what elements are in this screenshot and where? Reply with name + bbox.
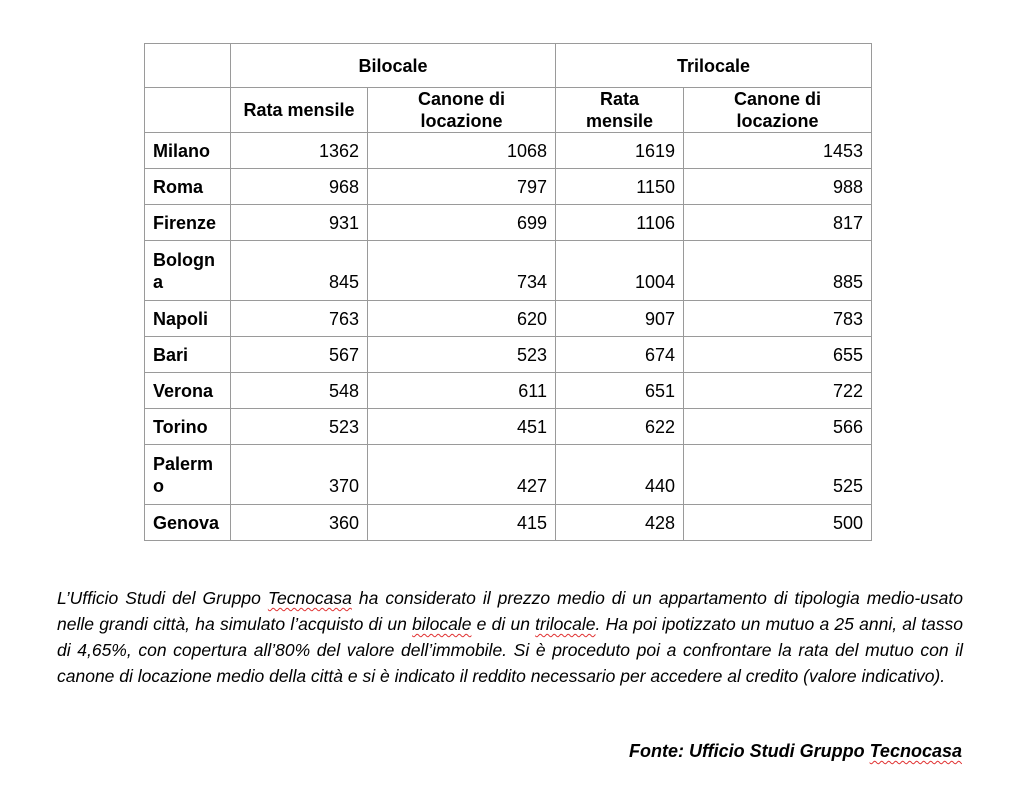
sub-header-rata-trilocale: Rata mensile	[556, 88, 684, 133]
value-cell: 440	[556, 445, 684, 505]
value-cell: 734	[368, 241, 556, 301]
value-cell: 797	[368, 169, 556, 205]
spellcheck-word[interactable]: Tecnocasa	[869, 741, 962, 761]
city-cell: Palermo	[145, 445, 231, 505]
group-header-bilocale: Bilocale	[231, 44, 556, 88]
value-cell: 567	[231, 337, 368, 373]
group-header-trilocale: Trilocale	[556, 44, 872, 88]
city-cell: Firenze	[145, 205, 231, 241]
table-row	[145, 133, 872, 169]
table-row	[145, 241, 872, 301]
paragraph-text: . Ha poi ipotizzato un mutuo a 25 anni, al tasso di 4,65%, con copertura all’80% del valore dell’immobile. Si è proceduto poi a confrontare la rata del mutuo con il canone di locazione medio della città e si è indicato il reddito necessario per accedere al credito (valore indicativo).	[57, 614, 963, 686]
sub-header-canone-trilocale: Canone di locazione	[684, 88, 872, 133]
value-cell: 931	[231, 205, 368, 241]
value-cell: 370	[231, 445, 368, 505]
paragraph-text: ha considerato il prezzo medio di un appartamento di tipologia medio-usato nelle grandi città, ha simulato l’acquisto di un	[57, 588, 963, 634]
value-cell: 525	[684, 445, 872, 505]
city-cell: Torino	[145, 409, 231, 445]
value-cell: 622	[556, 409, 684, 445]
value-cell: 845	[231, 241, 368, 301]
value-cell: 523	[231, 409, 368, 445]
spellcheck-word[interactable]: Tecnocasa	[267, 588, 352, 608]
sub-header-empty	[145, 88, 231, 133]
paragraph-text: e di un	[471, 614, 536, 634]
value-cell: 722	[684, 373, 872, 409]
value-cell: 1068	[368, 133, 556, 169]
value-cell: 360	[231, 505, 368, 541]
value-cell: 988	[684, 169, 872, 205]
corner-cell	[145, 44, 231, 88]
city-cell: Bari	[145, 337, 231, 373]
value-cell: 655	[684, 337, 872, 373]
spellcheck-word[interactable]: bilocale	[412, 614, 472, 634]
table-row	[145, 337, 872, 373]
table-row	[145, 169, 872, 205]
value-cell: 415	[368, 505, 556, 541]
group-header-row	[145, 44, 872, 88]
source-text: Fonte: Ufficio Studi Gruppo	[628, 741, 870, 761]
sub-header-canone-bilocale: Canone di locazione	[368, 88, 556, 133]
city-cell: Roma	[145, 169, 231, 205]
value-cell: 1106	[556, 205, 684, 241]
value-cell: 1619	[556, 133, 684, 169]
value-cell: 907	[556, 301, 684, 337]
value-cell: 451	[368, 409, 556, 445]
value-cell: 817	[684, 205, 872, 241]
value-cell: 699	[368, 205, 556, 241]
methodology-paragraph	[57, 585, 963, 689]
sub-header-rata-bilocale: Rata mensile	[231, 88, 368, 133]
city-cell: Milano	[145, 133, 231, 169]
value-cell: 1004	[556, 241, 684, 301]
table-row	[145, 409, 872, 445]
value-cell: 968	[231, 169, 368, 205]
table-row	[145, 301, 872, 337]
source-line	[629, 738, 962, 764]
sub-header-row	[145, 88, 872, 133]
value-cell: 427	[368, 445, 556, 505]
value-cell: 566	[684, 409, 872, 445]
value-cell: 651	[556, 373, 684, 409]
value-cell: 500	[684, 505, 872, 541]
value-cell: 1362	[231, 133, 368, 169]
value-cell: 611	[368, 373, 556, 409]
city-cell: Bologna	[145, 241, 231, 301]
value-cell: 1150	[556, 169, 684, 205]
spellcheck-word[interactable]: trilocale	[535, 614, 596, 634]
table-row	[145, 205, 872, 241]
table-row	[145, 445, 872, 505]
mortgage-rent-table	[144, 43, 872, 541]
paragraph-text: L’Ufficio Studi del Gruppo	[57, 588, 268, 608]
city-cell: Napoli	[145, 301, 231, 337]
table-row	[145, 373, 872, 409]
value-cell: 763	[231, 301, 368, 337]
value-cell: 523	[368, 337, 556, 373]
value-cell: 674	[556, 337, 684, 373]
value-cell: 885	[684, 241, 872, 301]
value-cell: 428	[556, 505, 684, 541]
value-cell: 783	[684, 301, 872, 337]
value-cell: 620	[368, 301, 556, 337]
value-cell: 1453	[684, 133, 872, 169]
value-cell: 548	[231, 373, 368, 409]
city-cell: Genova	[145, 505, 231, 541]
table-row	[145, 505, 872, 541]
city-cell: Verona	[145, 373, 231, 409]
